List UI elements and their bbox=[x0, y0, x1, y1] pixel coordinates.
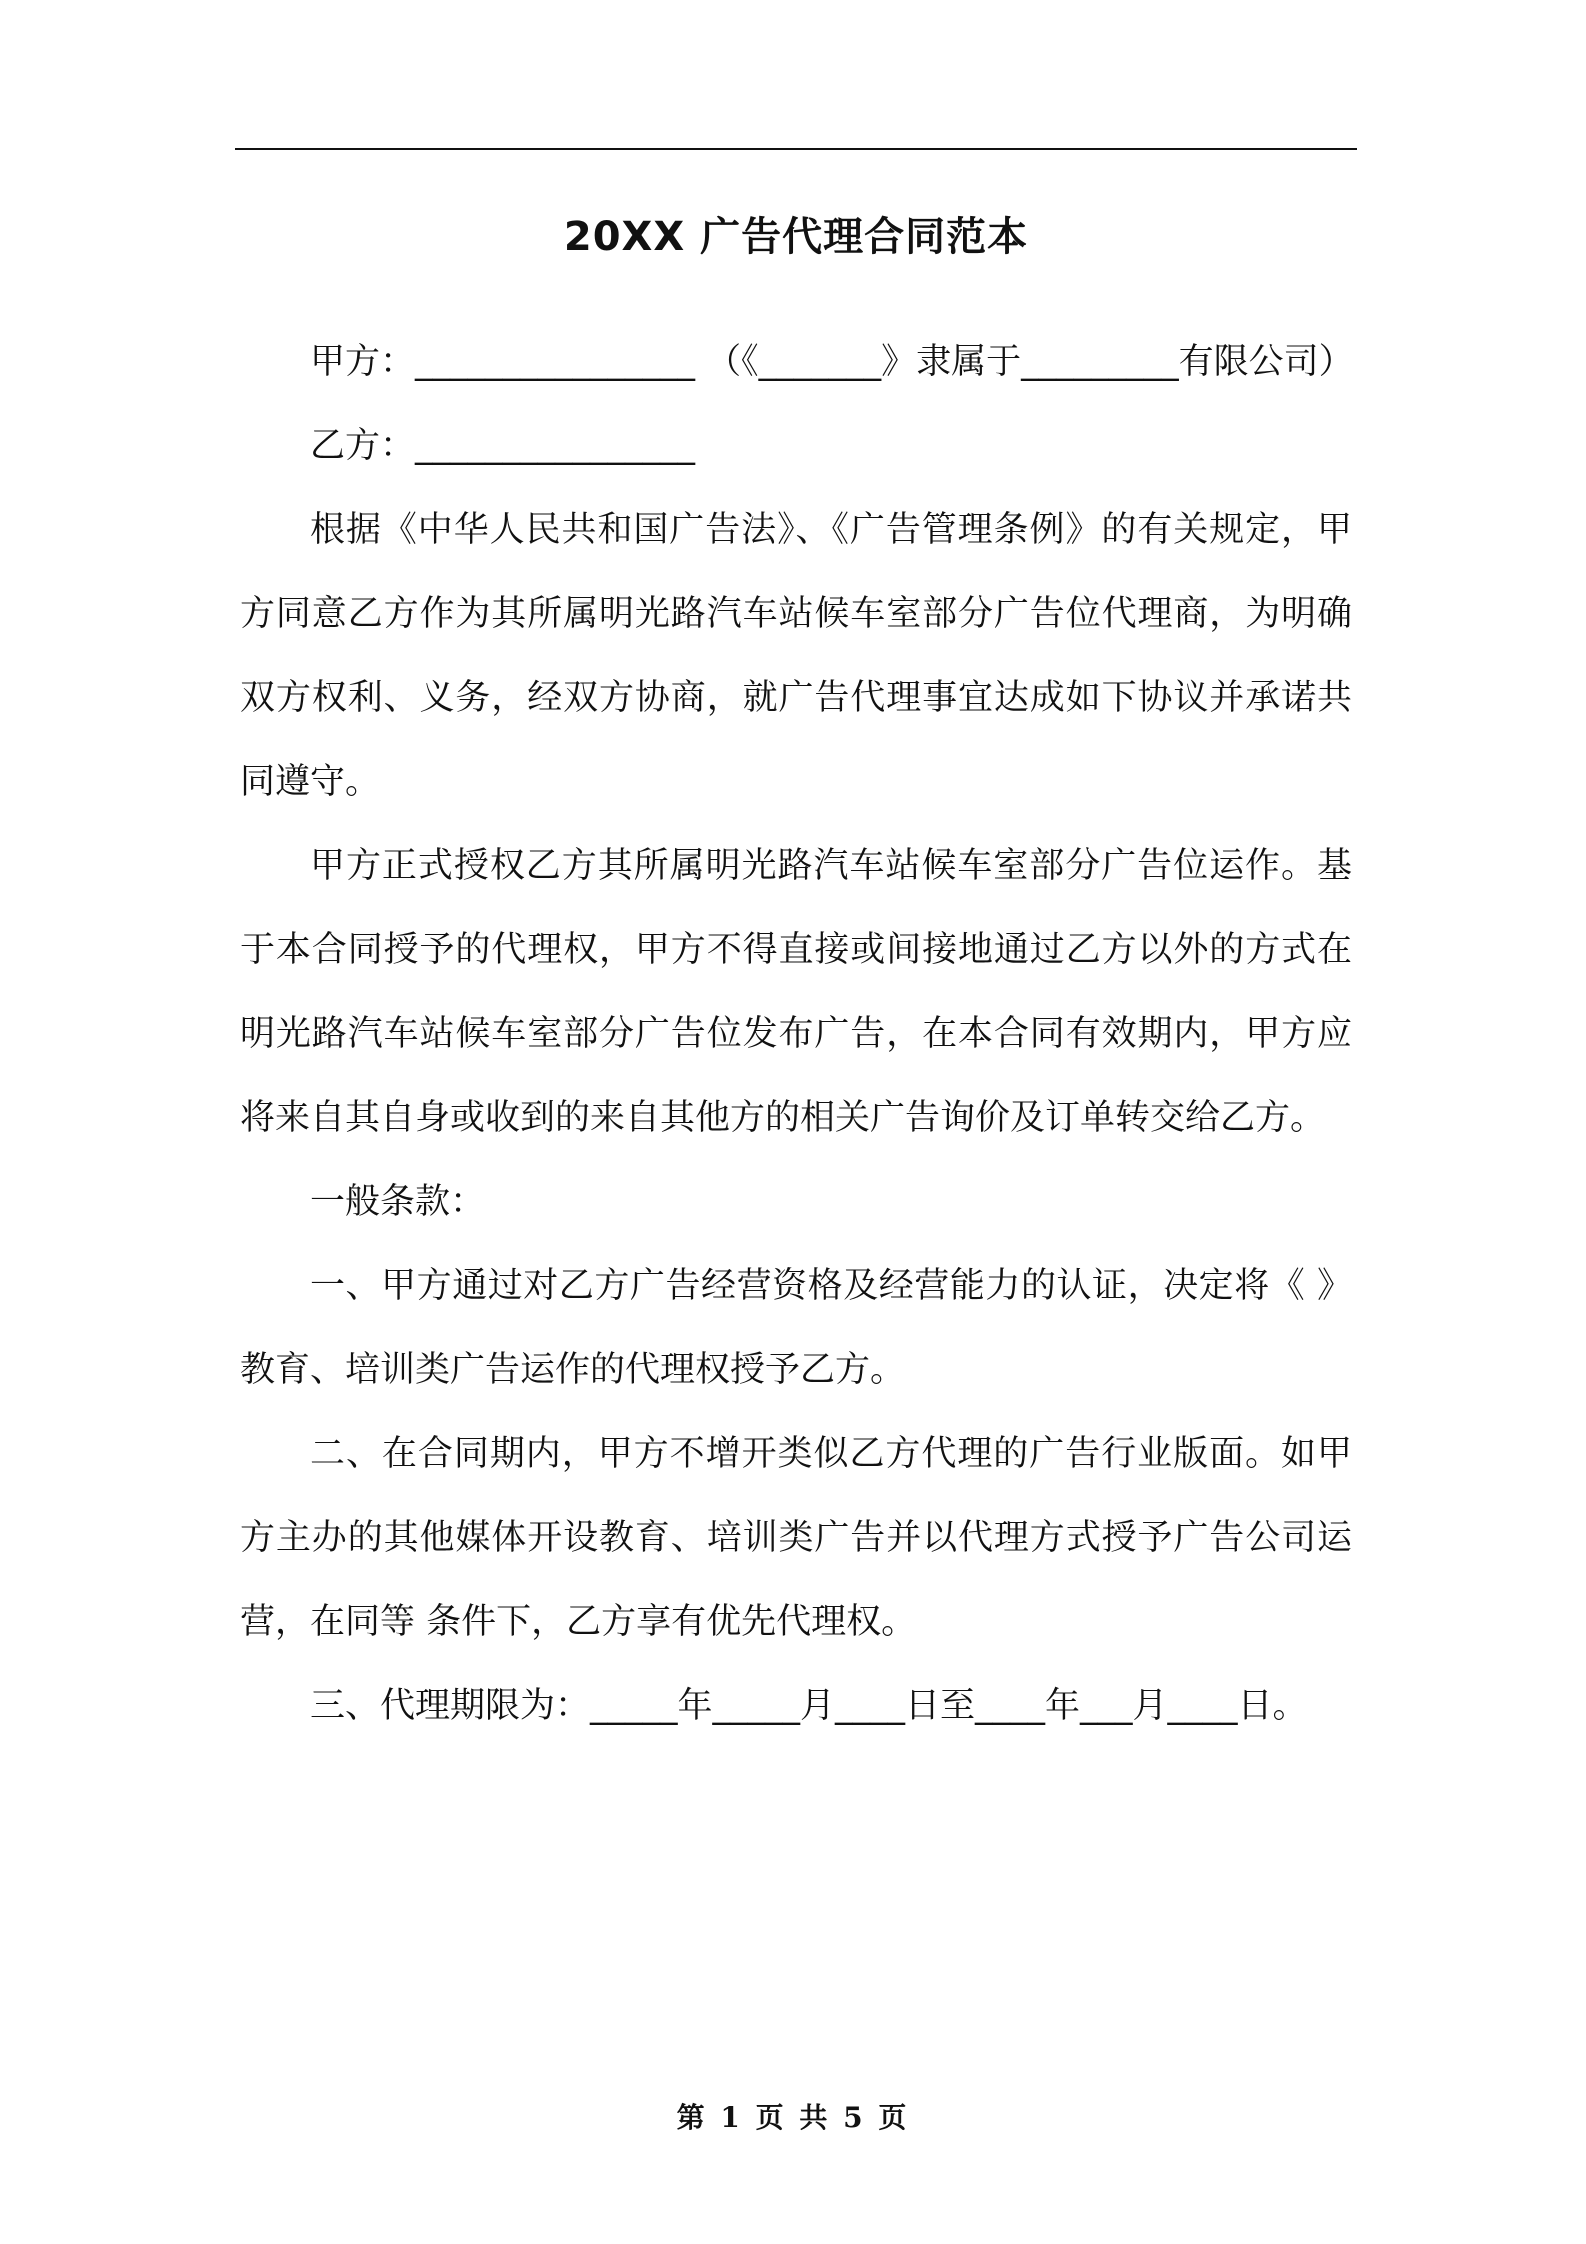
general-terms-heading: 一般条款： bbox=[310, 1182, 486, 1222]
clause-3-paragraph: 三、代理期限为：_____年_____月____日至____年___月____日。 bbox=[310, 1686, 1308, 1726]
clause-2-paragraph: 二、在合同期内，甲方不增开类似乙方代理的广告行业版面。如甲方主办的其他媒体开设教育、培训类广告并以代理方式授予广告公司运营，在同等 条件下，乙方享有优先代理权。 bbox=[240, 1434, 1352, 1642]
authorization-paragraph: 甲方正式授权乙方其所属明光路汽车站候车室部分广告位运作。基于本合同授予的代理权，甲方不得直接或间接地通过乙方以外的方式在明光路汽车站候车室部分广告位发布广告，在本合同有效期内，甲方应将来自其自身或收到的来自其他方的相关广告询价及订单转交给乙方。 bbox=[240, 846, 1352, 1138]
document-body bbox=[240, 320, 1352, 1748]
clause-1-paragraph: 一、甲方通过对乙方广告经营资格及经营能力的认证，决定将《 》教育、培训类广告运作的代理权授予乙方。 bbox=[240, 1266, 1352, 1390]
party-a-paragraph: 甲方：________________ （《_______》隶属于_________有限公司） bbox=[310, 342, 1354, 382]
preamble-paragraph: 根据《中华人民共和国广告法》、《广告管理条例》的有关规定，甲方同意乙方作为其所属明光路汽车站候车室部分广告位代理商，为明确双方权利、义务，经双方协商，就广告代理事宜达成如下协议并承诺共同遵守。 bbox=[240, 510, 1352, 802]
party-b-paragraph: 乙方：________________ bbox=[310, 426, 696, 466]
document-title: 20XX 广告代理合同范本 bbox=[563, 214, 1029, 260]
header-rule bbox=[235, 148, 1357, 150]
page-number-footer: 第 1 页 共 5 页 bbox=[676, 2101, 910, 2134]
